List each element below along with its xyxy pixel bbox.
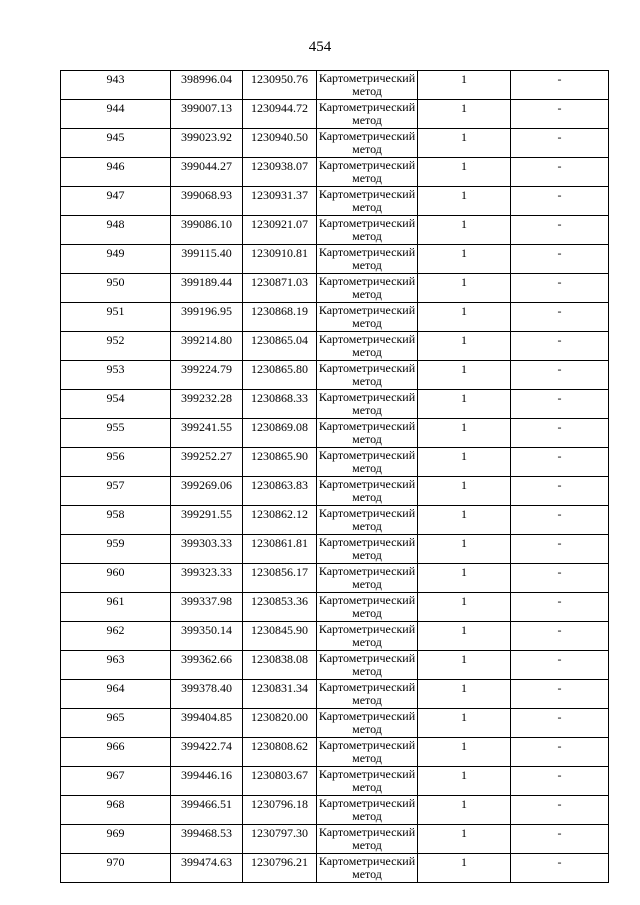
- method-cell: Картометрический метод: [317, 419, 418, 448]
- point-number-cell: 956: [61, 448, 171, 477]
- accuracy-cell: 1: [418, 767, 511, 796]
- y-coordinate-cell: 1230808.62: [243, 738, 317, 767]
- description-cell: -: [511, 767, 609, 796]
- accuracy-cell: 1: [418, 535, 511, 564]
- accuracy-cell: 1: [418, 593, 511, 622]
- table-row: [61, 158, 609, 187]
- method-cell: Картометрический метод: [317, 448, 418, 477]
- description-cell: -: [511, 100, 609, 129]
- accuracy-cell: 1: [418, 825, 511, 854]
- method-cell: Картометрический метод: [317, 738, 418, 767]
- description-cell: -: [511, 825, 609, 854]
- x-coordinate-cell: 399068.93: [171, 187, 243, 216]
- description-cell: -: [511, 419, 609, 448]
- page-number: 454: [308, 39, 332, 55]
- accuracy-cell: 1: [418, 245, 511, 274]
- x-coordinate-cell: 399232.28: [171, 390, 243, 419]
- accuracy-cell: 1: [418, 332, 511, 361]
- table-row: [61, 854, 609, 883]
- method-cell: Картометрический метод: [317, 825, 418, 854]
- method-cell: Картометрический метод: [317, 129, 418, 158]
- point-number-cell: 943: [61, 71, 171, 100]
- description-cell: -: [511, 332, 609, 361]
- description-cell: -: [511, 477, 609, 506]
- description-cell: -: [511, 390, 609, 419]
- method-cell: Картометрический метод: [317, 245, 418, 274]
- method-cell: Картометрический метод: [317, 535, 418, 564]
- accuracy-cell: 1: [418, 390, 511, 419]
- x-coordinate-cell: 398996.04: [171, 71, 243, 100]
- accuracy-cell: 1: [418, 187, 511, 216]
- x-coordinate-cell: 399337.98: [171, 593, 243, 622]
- table-row: [61, 332, 609, 361]
- y-coordinate-cell: 1230862.12: [243, 506, 317, 535]
- x-coordinate-cell: 399044.27: [171, 158, 243, 187]
- point-number-cell: 952: [61, 332, 171, 361]
- accuracy-cell: 1: [418, 216, 511, 245]
- x-coordinate-cell: 399350.14: [171, 622, 243, 651]
- y-coordinate-cell: 1230863.83: [243, 477, 317, 506]
- table-row: [61, 274, 609, 303]
- x-coordinate-cell: 399086.10: [171, 216, 243, 245]
- accuracy-cell: 1: [418, 448, 511, 477]
- point-number-cell: 966: [61, 738, 171, 767]
- x-coordinate-cell: 399269.06: [171, 477, 243, 506]
- method-cell: Картометрический метод: [317, 593, 418, 622]
- x-coordinate-cell: 399196.95: [171, 303, 243, 332]
- description-cell: -: [511, 622, 609, 651]
- table-row: [61, 129, 609, 158]
- point-number-cell: 963: [61, 651, 171, 680]
- coordinates-table-body: [61, 71, 609, 883]
- y-coordinate-cell: 1230871.03: [243, 274, 317, 303]
- point-number-cell: 955: [61, 419, 171, 448]
- method-cell: Картометрический метод: [317, 274, 418, 303]
- method-cell: Картометрический метод: [317, 100, 418, 129]
- table-row: [61, 709, 609, 738]
- y-coordinate-cell: 1230803.67: [243, 767, 317, 796]
- point-number-cell: 960: [61, 564, 171, 593]
- table-row: [61, 216, 609, 245]
- accuracy-cell: 1: [418, 506, 511, 535]
- method-cell: Картометрический метод: [317, 651, 418, 680]
- accuracy-cell: 1: [418, 709, 511, 738]
- x-coordinate-cell: 399224.79: [171, 361, 243, 390]
- point-number-cell: 969: [61, 825, 171, 854]
- y-coordinate-cell: 1230921.07: [243, 216, 317, 245]
- y-coordinate-cell: 1230868.33: [243, 390, 317, 419]
- description-cell: -: [511, 158, 609, 187]
- accuracy-cell: 1: [418, 738, 511, 767]
- table-row: [61, 71, 609, 100]
- accuracy-cell: 1: [418, 100, 511, 129]
- point-number-cell: 967: [61, 767, 171, 796]
- table-row: [61, 738, 609, 767]
- point-number-cell: 970: [61, 854, 171, 883]
- y-coordinate-cell: 1230940.50: [243, 129, 317, 158]
- point-number-cell: 968: [61, 796, 171, 825]
- table-row: [61, 390, 609, 419]
- y-coordinate-cell: 1230931.37: [243, 187, 317, 216]
- description-cell: -: [511, 506, 609, 535]
- y-coordinate-cell: 1230797.30: [243, 825, 317, 854]
- description-cell: -: [511, 651, 609, 680]
- x-coordinate-cell: 399466.51: [171, 796, 243, 825]
- method-cell: Картометрический метод: [317, 390, 418, 419]
- x-coordinate-cell: 399468.53: [171, 825, 243, 854]
- table-row: [61, 361, 609, 390]
- method-cell: Картометрический метод: [317, 361, 418, 390]
- method-cell: Картометрический метод: [317, 332, 418, 361]
- x-coordinate-cell: 399252.27: [171, 448, 243, 477]
- method-cell: Картометрический метод: [317, 680, 418, 709]
- description-cell: -: [511, 564, 609, 593]
- method-cell: Картометрический метод: [317, 71, 418, 100]
- accuracy-cell: 1: [418, 71, 511, 100]
- table-row: [61, 303, 609, 332]
- accuracy-cell: 1: [418, 854, 511, 883]
- point-number-cell: 962: [61, 622, 171, 651]
- x-coordinate-cell: 399378.40: [171, 680, 243, 709]
- accuracy-cell: 1: [418, 419, 511, 448]
- accuracy-cell: 1: [418, 274, 511, 303]
- y-coordinate-cell: 1230938.07: [243, 158, 317, 187]
- method-cell: Картометрический метод: [317, 216, 418, 245]
- x-coordinate-cell: 399446.16: [171, 767, 243, 796]
- table-row: [61, 187, 609, 216]
- point-number-cell: 951: [61, 303, 171, 332]
- description-cell: -: [511, 187, 609, 216]
- method-cell: Картометрический метод: [317, 854, 418, 883]
- y-coordinate-cell: 1230869.08: [243, 419, 317, 448]
- method-cell: Картометрический метод: [317, 477, 418, 506]
- table-row: [61, 535, 609, 564]
- x-coordinate-cell: 399323.33: [171, 564, 243, 593]
- y-coordinate-cell: 1230944.72: [243, 100, 317, 129]
- y-coordinate-cell: 1230853.36: [243, 593, 317, 622]
- x-coordinate-cell: 399291.55: [171, 506, 243, 535]
- description-cell: -: [511, 593, 609, 622]
- point-number-cell: 965: [61, 709, 171, 738]
- point-number-cell: 953: [61, 361, 171, 390]
- x-coordinate-cell: 399007.13: [171, 100, 243, 129]
- x-coordinate-cell: 399303.33: [171, 535, 243, 564]
- description-cell: -: [511, 303, 609, 332]
- accuracy-cell: 1: [418, 303, 511, 332]
- table-row: [61, 477, 609, 506]
- table-row: [61, 245, 609, 274]
- accuracy-cell: 1: [418, 651, 511, 680]
- x-coordinate-cell: 399189.44: [171, 274, 243, 303]
- accuracy-cell: 1: [418, 477, 511, 506]
- point-number-cell: 945: [61, 129, 171, 158]
- table-row: [61, 593, 609, 622]
- x-coordinate-cell: 399474.63: [171, 854, 243, 883]
- x-coordinate-cell: 399362.66: [171, 651, 243, 680]
- point-number-cell: 949: [61, 245, 171, 274]
- point-number-cell: 947: [61, 187, 171, 216]
- table-row: [61, 680, 609, 709]
- x-coordinate-cell: 399214.80: [171, 332, 243, 361]
- method-cell: Картометрический метод: [317, 187, 418, 216]
- accuracy-cell: 1: [418, 564, 511, 593]
- description-cell: -: [511, 274, 609, 303]
- table-row: [61, 448, 609, 477]
- description-cell: -: [511, 129, 609, 158]
- point-number-cell: 954: [61, 390, 171, 419]
- accuracy-cell: 1: [418, 361, 511, 390]
- table-row: [61, 767, 609, 796]
- y-coordinate-cell: 1230865.80: [243, 361, 317, 390]
- x-coordinate-cell: 399115.40: [171, 245, 243, 274]
- table-row: [61, 506, 609, 535]
- method-cell: Картометрический метод: [317, 767, 418, 796]
- point-number-cell: 957: [61, 477, 171, 506]
- point-number-cell: 958: [61, 506, 171, 535]
- method-cell: Картометрический метод: [317, 709, 418, 738]
- point-number-cell: 944: [61, 100, 171, 129]
- description-cell: -: [511, 71, 609, 100]
- description-cell: -: [511, 854, 609, 883]
- accuracy-cell: 1: [418, 158, 511, 187]
- point-number-cell: 950: [61, 274, 171, 303]
- y-coordinate-cell: 1230820.00: [243, 709, 317, 738]
- point-number-cell: 946: [61, 158, 171, 187]
- accuracy-cell: 1: [418, 680, 511, 709]
- description-cell: -: [511, 680, 609, 709]
- point-number-cell: 961: [61, 593, 171, 622]
- y-coordinate-cell: 1230865.04: [243, 332, 317, 361]
- table-row: [61, 622, 609, 651]
- y-coordinate-cell: 1230950.76: [243, 71, 317, 100]
- table-row: [61, 564, 609, 593]
- y-coordinate-cell: 1230910.81: [243, 245, 317, 274]
- y-coordinate-cell: 1230868.19: [243, 303, 317, 332]
- accuracy-cell: 1: [418, 796, 511, 825]
- description-cell: -: [511, 245, 609, 274]
- point-number-cell: 948: [61, 216, 171, 245]
- table-row: [61, 419, 609, 448]
- description-cell: -: [511, 738, 609, 767]
- y-coordinate-cell: 1230845.90: [243, 622, 317, 651]
- method-cell: Картометрический метод: [317, 303, 418, 332]
- method-cell: Картометрический метод: [317, 564, 418, 593]
- x-coordinate-cell: 399241.55: [171, 419, 243, 448]
- description-cell: -: [511, 709, 609, 738]
- y-coordinate-cell: 1230831.34: [243, 680, 317, 709]
- method-cell: Картометрический метод: [317, 158, 418, 187]
- table-row: [61, 796, 609, 825]
- method-cell: Картометрический метод: [317, 506, 418, 535]
- point-number-cell: 964: [61, 680, 171, 709]
- y-coordinate-cell: 1230838.08: [243, 651, 317, 680]
- method-cell: Картометрический метод: [317, 796, 418, 825]
- description-cell: -: [511, 796, 609, 825]
- method-cell: Картометрический метод: [317, 622, 418, 651]
- description-cell: -: [511, 448, 609, 477]
- table-row: [61, 100, 609, 129]
- point-number-cell: 959: [61, 535, 171, 564]
- x-coordinate-cell: 399422.74: [171, 738, 243, 767]
- description-cell: -: [511, 216, 609, 245]
- x-coordinate-cell: 399404.85: [171, 709, 243, 738]
- accuracy-cell: 1: [418, 622, 511, 651]
- y-coordinate-cell: 1230796.21: [243, 854, 317, 883]
- y-coordinate-cell: 1230796.18: [243, 796, 317, 825]
- y-coordinate-cell: 1230856.17: [243, 564, 317, 593]
- accuracy-cell: 1: [418, 129, 511, 158]
- y-coordinate-cell: 1230865.90: [243, 448, 317, 477]
- coordinates-table: [60, 70, 609, 883]
- description-cell: -: [511, 361, 609, 390]
- x-coordinate-cell: 399023.92: [171, 129, 243, 158]
- description-cell: -: [511, 535, 609, 564]
- table-row: [61, 651, 609, 680]
- y-coordinate-cell: 1230861.81: [243, 535, 317, 564]
- table-row: [61, 825, 609, 854]
